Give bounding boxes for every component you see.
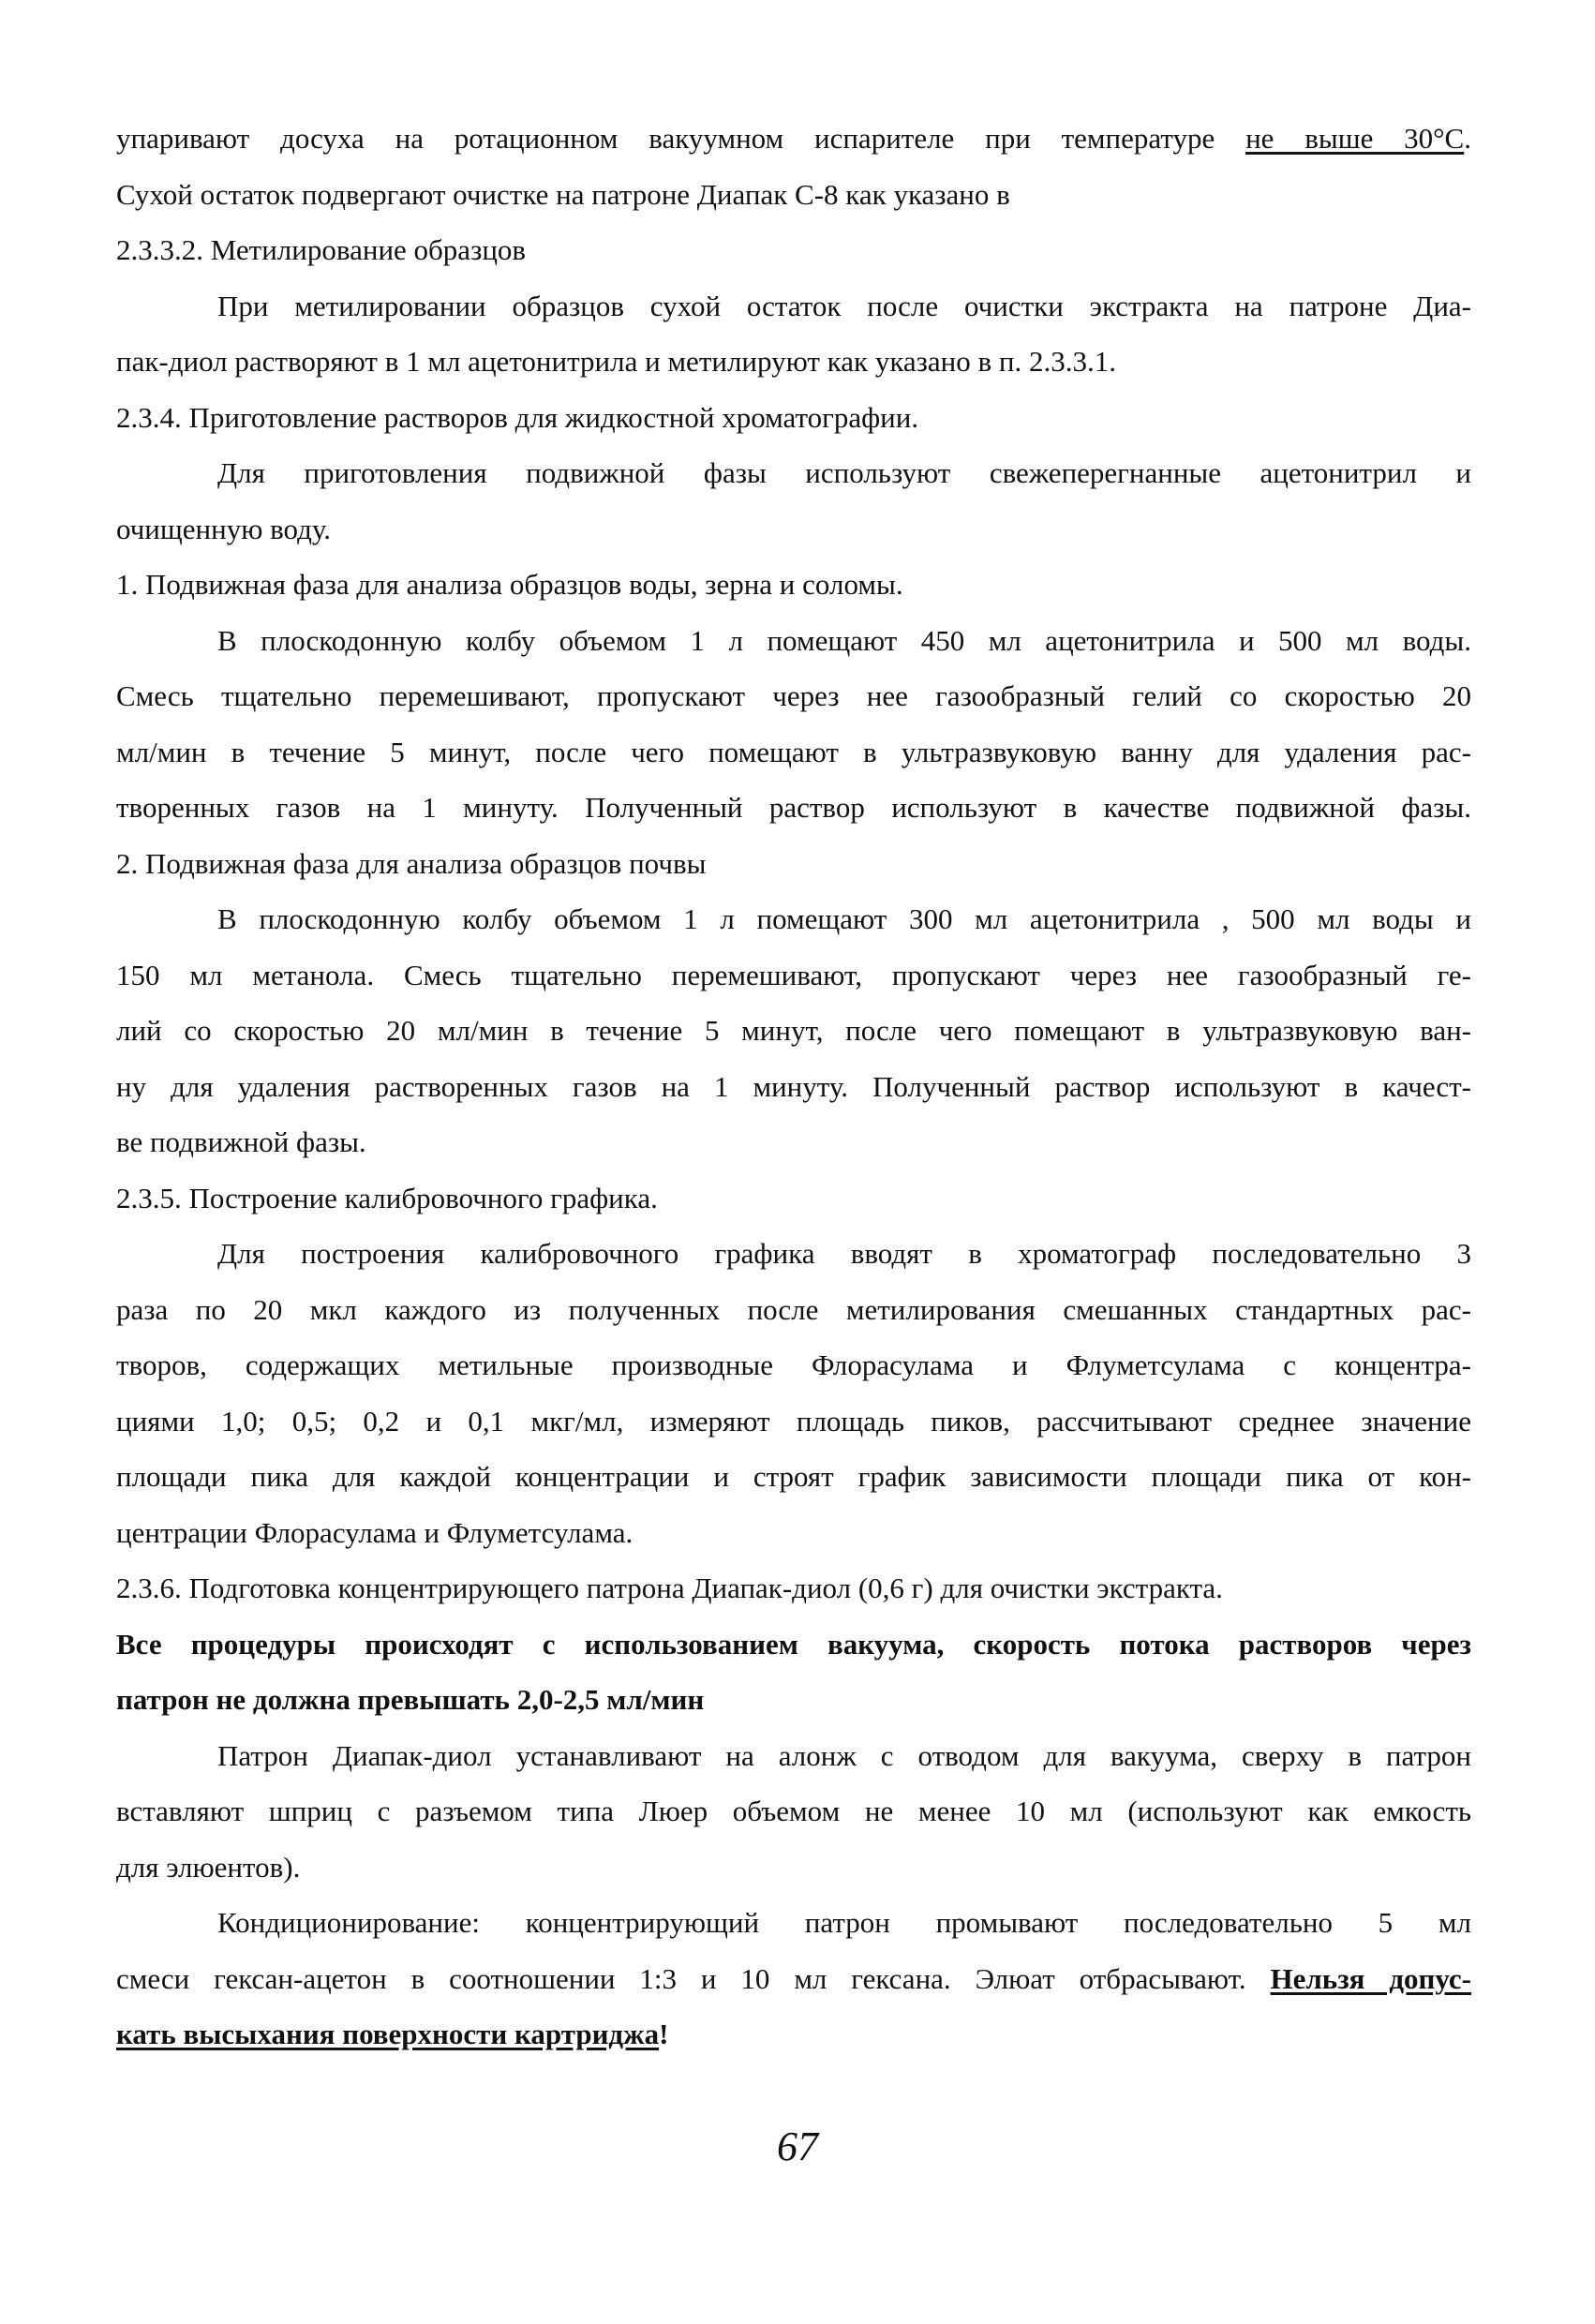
bold-warning-line: патрон не должна превышать 2,0-2,5 мл/мин [116, 1683, 705, 1716]
text-line: В плоскодонную колбу объемом 1 л помещают 450 мл ацетонитрила и 500 мл воды. [217, 623, 1471, 657]
text-line [116, 111, 1471, 167]
text-line: Сухой остаток подвергают очистке на патроне Диапак С-8 как указано в [116, 177, 1010, 211]
text-line: Для построения калибровочного графика вводят в хроматограф последовательно 3 [217, 1237, 1471, 1270]
text-run: упаривают досуха на ротационном вакуумном испарителе при температуре [116, 122, 1246, 155]
list-item-heading: 2. Подвижная фаза для анализа образцов почвы [116, 846, 707, 880]
text-line [116, 1951, 1471, 2007]
document-page [116, 111, 1471, 2063]
text-line: вставляют шприц с разъемом типа Люер объемом не менее 10 мл (используют как емкость [116, 1795, 1471, 1827]
bold-underlined-warning: кать высыхания поверхности картриджа [116, 2018, 660, 2050]
text-line: раза по 20 мкл каждого из полученных после метилирования смешанных стандартных рас- [116, 1292, 1471, 1326]
text-line: Патрон Диапак-диол устанавливают на алонж с отводом для вакуума, сверху в патрон [217, 1738, 1471, 1772]
text-run: ! [659, 2018, 669, 2050]
text-line: площади пика для каждой концентрации и строят график зависимости площади пика от кон- [116, 1460, 1471, 1493]
text-line: Для приготовления подвижной фазы используют свежеперегнанные ацетонитрил и [217, 456, 1471, 489]
section-heading: 2.3.5. Построение калибровочного графика. [116, 1181, 658, 1214]
text-line: мл/мин в течение 5 минут, после чего помещают в ультразвуковую ванну для удаления рас- [116, 735, 1471, 768]
text-line: ну для удаления растворенных газов на 1 минуту. Полученный раствор используют в качест- [116, 1069, 1471, 1103]
text-line: ве подвижной фазы. [116, 1125, 366, 1158]
text-line: творенных газов на 1 минуту. Полученный раствор используют в качестве подвижной фазы. [116, 791, 1471, 824]
text-line: В плоскодонную колбу объемом 1 л помещают 300 мл ацетонитрила , 500 мл воды и [217, 902, 1471, 935]
text-line [116, 2006, 1471, 2063]
text-line: циями 1,0; 0,5; 0,2 и 0,1 мкг/мл, измеряют площадь пиков, рассчитывают среднее значение [116, 1404, 1471, 1438]
list-item-heading: 1. Подвижная фаза для анализа образцов воды, зерна и соломы. [116, 568, 903, 601]
text-line: Кондиционирование: концентрирующий патрон промывают последовательно 5 мл [217, 1906, 1471, 1939]
bold-underlined-warning: Нельзя допус- [1270, 1961, 1471, 1995]
text-line: При метилировании образцов сухой остаток после очистки экстракта на патроне Диа- [217, 289, 1471, 322]
text-line: для элюентов). [116, 1850, 301, 1884]
bold-warning-line: Все процедуры происходят с использованием вакуума, скорость потока растворов через [116, 1627, 1471, 1661]
text-run: . [1464, 122, 1471, 155]
section-heading: 2.3.6. Подготовка концентрирующего патрона Диапак-диол (0,6 г) для очистки экстракта. [116, 1572, 1223, 1604]
text-line: центрации Флорасулама и Флуметсулама. [116, 1515, 634, 1549]
text-line: Смесь тщательно перемешивают, пропускают через нее газообразный гелий со скоростью 20 [116, 679, 1471, 712]
text-line: пак-диол растворяют в 1 мл ацетонитрила и метилируют как указано в п. 2.3.3.1. [116, 345, 1116, 378]
text-line: творов, содержащих метильные производные Флорасулама и Флуметсулама с концентра- [116, 1348, 1471, 1381]
text-run: смеси гексан-ацетон в соотношении 1:3 и 10 мл гексана. Элюат отбрасывают. [116, 1961, 1271, 1995]
page-number: 67 [777, 2123, 818, 2169]
text-line: 150 мл метанола. Смесь тщательно перемешивают, пропускают через нее газообразный ге- [116, 958, 1471, 991]
section-heading: 2.3.4. Приготовление растворов для жидкостной хроматографии. [116, 400, 919, 434]
underlined-text: не выше 30°С [1245, 122, 1465, 155]
text-line: очищенную воду. [116, 512, 332, 545]
section-heading: 2.3.3.2. Метилирование образцов [116, 233, 527, 266]
text-line: лий со скоростью 20 мл/мин в течение 5 минут, после чего помещают в ультразвуковую ван- [116, 1014, 1471, 1047]
